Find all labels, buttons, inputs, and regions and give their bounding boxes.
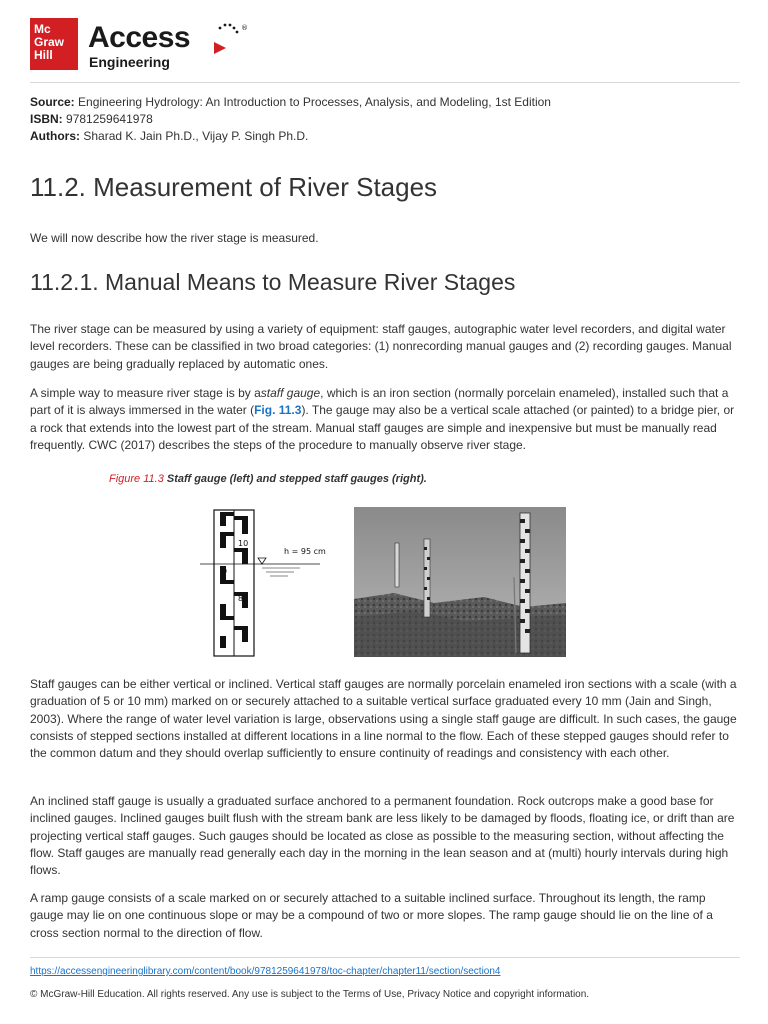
authors-label: Authors: [30,129,80,143]
figure-caption [109,473,427,485]
brand-subtitle: Engineering [89,54,170,70]
gauge-number: 8 [238,594,244,603]
section-title: 11.2. Measurement of River Stages [30,172,438,202]
paragraph [30,385,740,454]
logo-line: Mc [34,22,51,36]
paragraph-emphasis: staff gauge [260,386,321,400]
brand-arrow-icon [208,20,248,60]
header-divider [30,82,740,83]
subsection-title: 11.2.1. Manual Means to Measure River Stages [30,269,516,295]
mcgraw-hill-logo[interactable] [30,18,78,70]
paragraph-text: A simple way to measure river stage is by a [30,386,261,400]
isbn-line [30,111,740,128]
staff-gauge-diagram [200,508,340,658]
logo-line: Graw [34,35,65,49]
paragraph: An inclined staff gauge is usually a graduated surface anchored to a permanent foundation. Rock outcrops make a good base for inclined gauges. Inclined gauges built flush with the stream bank are less likely to be damaged by floods, floating ice, or drift than are projecting vertical staff gauges. Such gauges should be located as close as possible to the measuring section, without affecting the flow. Staff gauges are manually read generally each day in the morning in the lean season and at (multi) hourly intervals during high flows. [30,794,735,878]
paragraph-text: , which is an iron section (normally porcelain enameled), installed such that a part of it is always immersed in the water ( [30,386,729,418]
source-metadata [30,94,740,145]
isbn-value: 9781259641978 [66,112,153,126]
brand-title: Access [88,21,191,54]
stepped-staff-gauges-photo [354,507,566,657]
authors-line [30,128,740,145]
figure-caption-text: Staff gauge (left) and stepped staff gauges (right). [166,473,427,485]
footer-divider [30,957,740,958]
copyright-notice: © McGraw-Hill Education. All rights reserved. Any use is subject to the Terms of Use, Privacy Notice and copyright information. [30,989,590,1000]
isbn-label: ISBN: [30,112,63,126]
gauge-number: 9 [222,567,228,576]
figure-link[interactable]: Fig. 11.3 [254,403,302,418]
source-line [30,94,740,111]
figure-label: Figure 11.3 [109,473,164,485]
site-header [30,18,740,80]
water-level-label: h = 95 cm [284,547,326,556]
authors-value: Sharad K. Jain Ph.D., Vijay P. Singh Ph.D. [83,129,309,143]
paragraph-text: ). The gauge may also be a vertical scale attached (or painted) to a bridge pier, or a rock that extends into the lowest part of the stream. Manual staff gauges are simple and inexpensive but must be manually read frequently. CWC (2017) describes the steps of the procedure to manually observe river stage. [30,403,735,452]
paragraph: The river stage can be measured by using a variety of equipment: staff gauges, autographic water level recorders, and digital water level recorders. These can be classified in two broad categories: (1) nonrecording manual gauges and (2) recording gauges. Manual gauges are being gradually replaced by automatic ones. [30,322,732,371]
source-url-link[interactable]: https://accessengineeringlibrary.com/content/book/9781259641978/toc-chapter/chapter11/section/section4 [30,966,501,977]
gauge-number: 10 [238,539,249,548]
registered-mark: ® [241,24,248,32]
source-label: Source: [30,95,75,109]
intro-text: We will now describe how the river stage is measured. [30,231,319,245]
source-value: Engineering Hydrology: An Introduction to Processes, Analysis, and Modeling, 1st Edition [78,95,551,109]
paragraph: Staff gauges can be either vertical or inclined. Vertical staff gauges are normally porcelain enameled iron sections with a scale (with a graduation of 5 or 10 mm) marked on or securely attached to a suitable vertical surface graduated every 10 mm (Jain and Singh, 2003). Where the range of water level variation is large, observations using a single staff gauge are difficult. In such cases, the gauge consists of stepped sections installed at different locations in a line normal to the flow. Each of these stepped gauges should refer to the common datum and they should overlap sufficiently to ensure continuity of readings and consistency with each other. [30,677,737,761]
logo-line: Hill [34,48,53,62]
paragraph: A ramp gauge consists of a scale marked on or securely attached to a suitable inclined surface. Throughout its length, the ramp gauge may lie on one continuous slope or may be a compound of two or more slopes. The ramp gauge should lie on the line of a cross section normal to the direction of flow. [30,891,713,940]
